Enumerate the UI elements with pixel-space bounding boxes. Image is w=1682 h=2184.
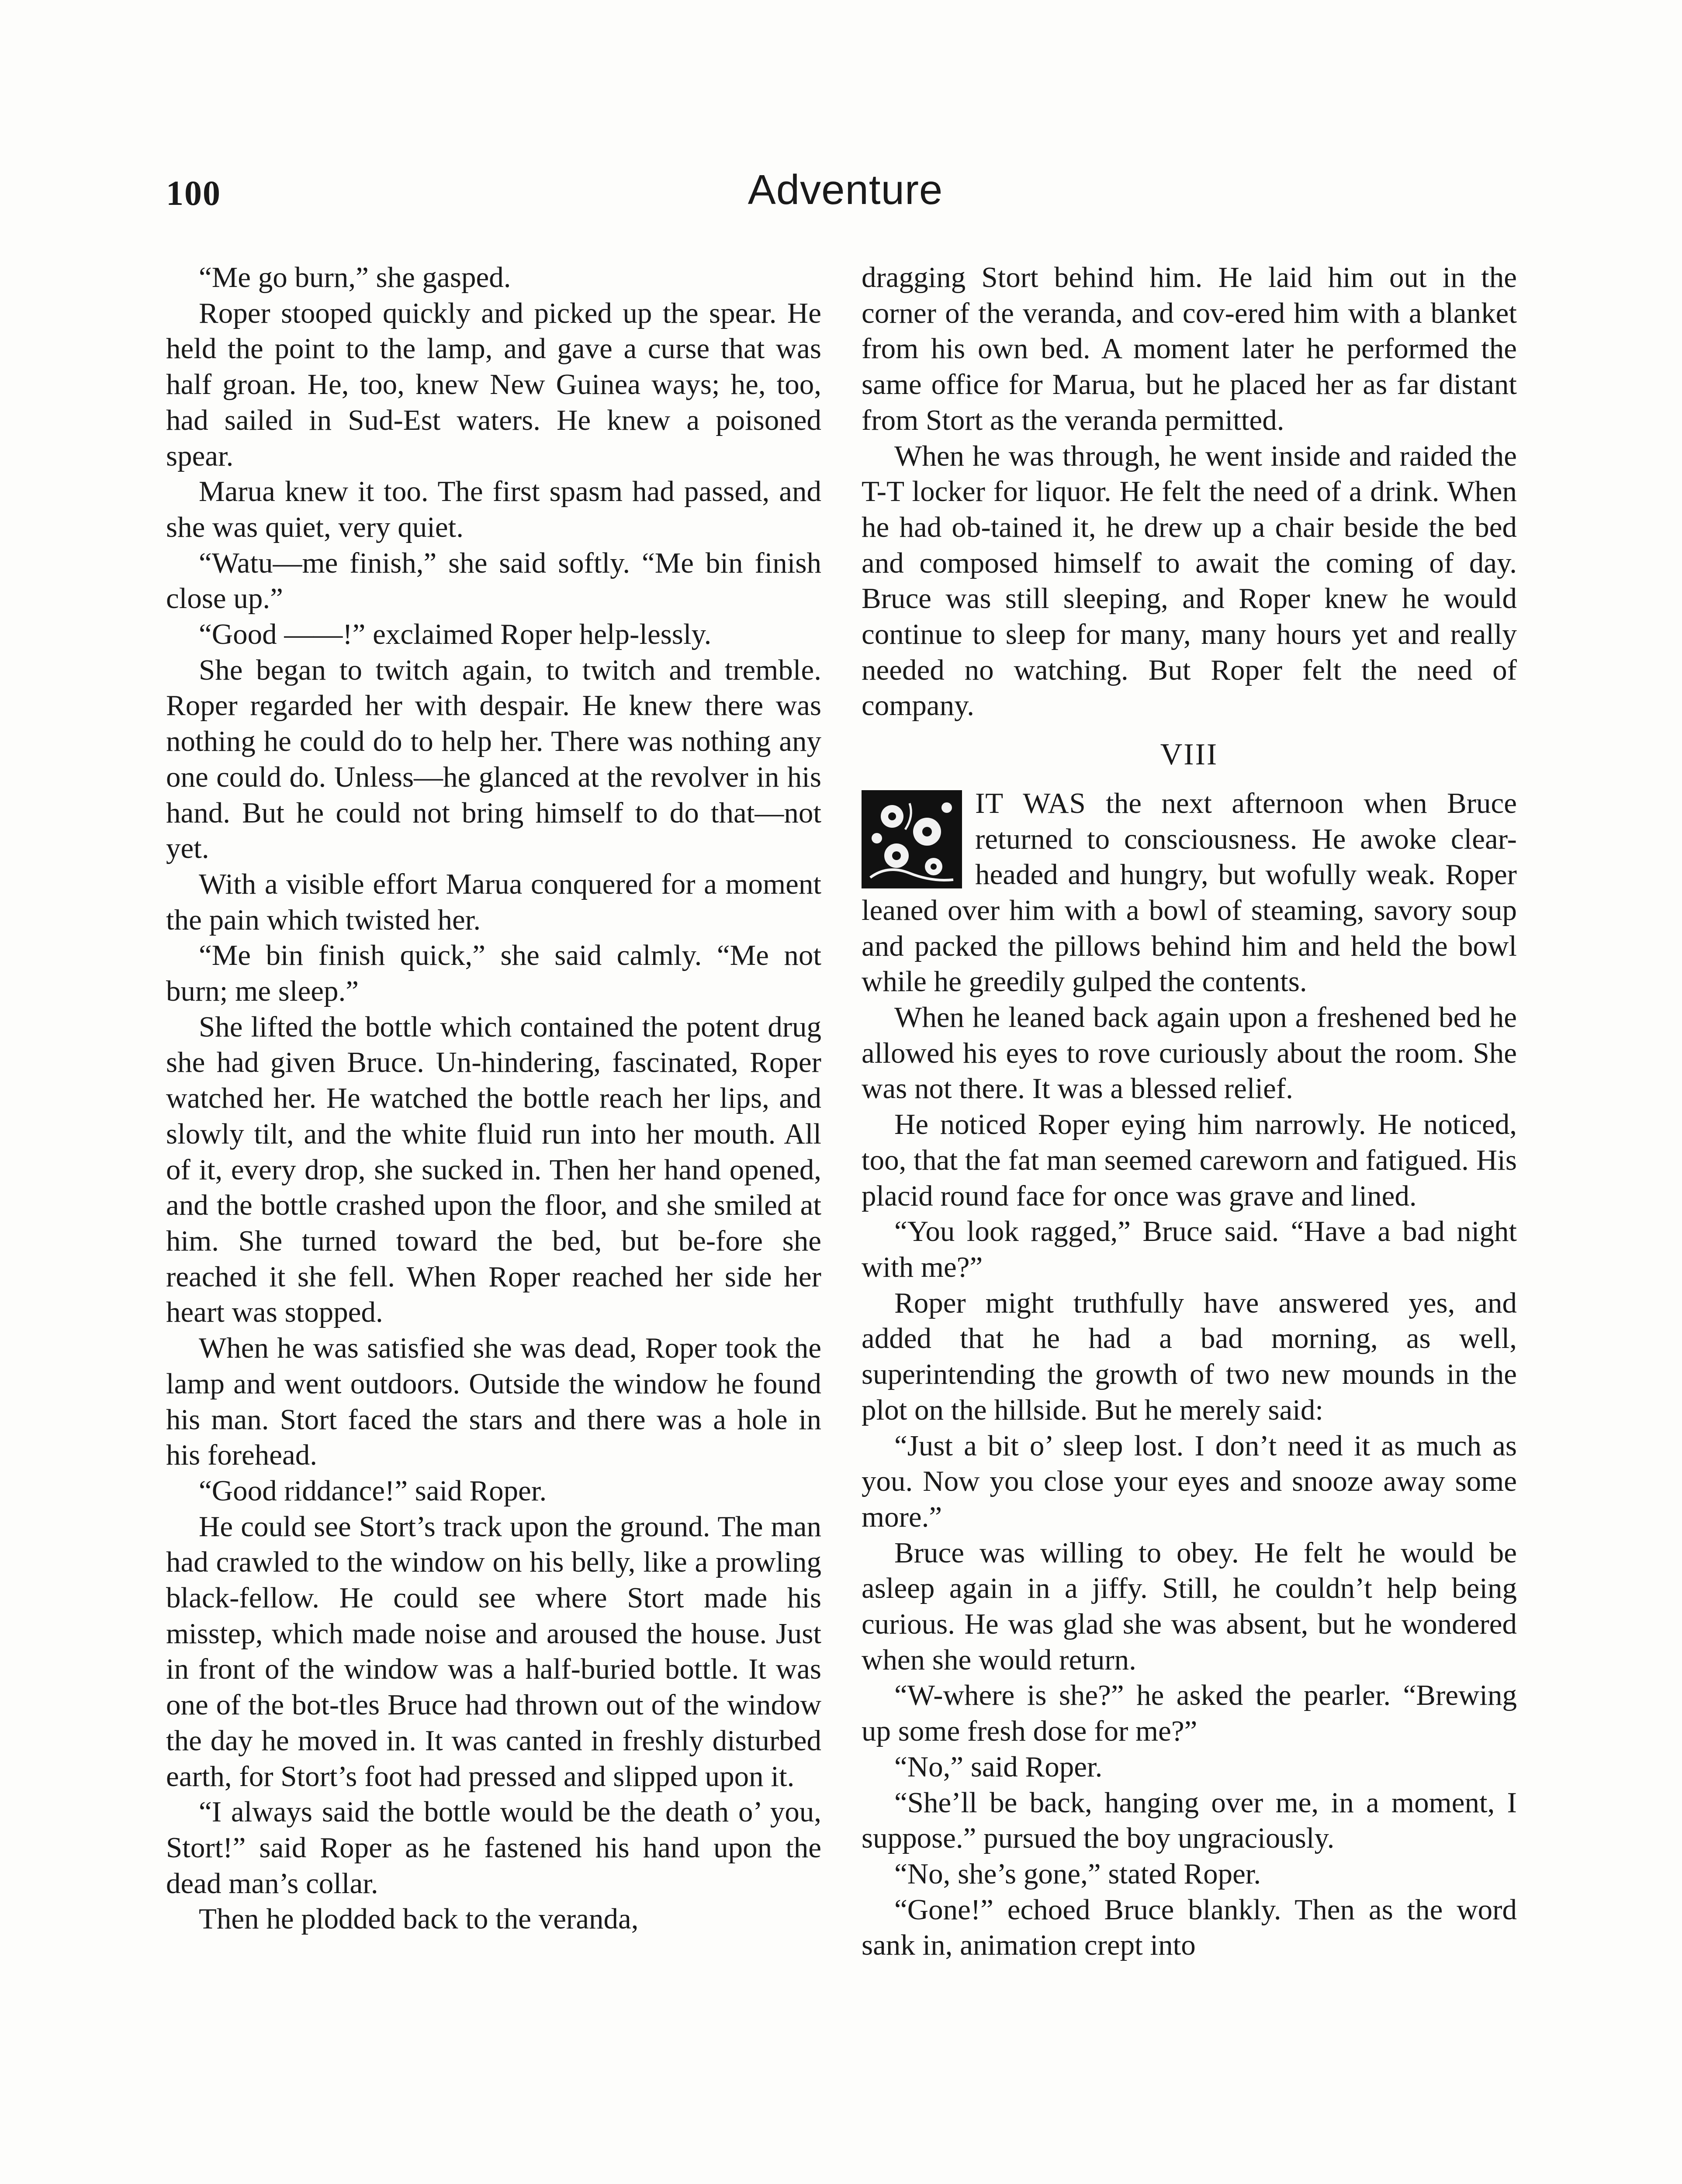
paragraph: Roper might truthfully have answered yes, and added that he had a bad morning, as well, superintending the growth of two new mounds in the plot on the hillside. But he merely said: <box>862 1286 1517 1426</box>
paragraph: With a visible effort Marua conquered for a moment the pain which twisted her. <box>166 867 821 936</box>
dropcap-paragraph <box>862 786 1517 1000</box>
paragraph: “W-where is she?” he asked the pearler. “Brewing up some fresh dose for me?” <box>862 1679 1517 1748</box>
section-number: VIII <box>1160 738 1218 772</box>
paragraph: He could see Stort’s track upon the ground. The man had crawled to the window on his belly, like a prowling black-fellow. He could see where Stort made his misstep, which made noise and aroused the house. Just in front of the window was a half-buried bottle. It was one of the bot-tles Bruce had thrown out of the window the day he moved in. It was canted in freshly disturbed earth, for Stort’s foot had pressed and slipped upon it. <box>166 1510 821 1793</box>
paragraph: She began to twitch again, to twitch and tremble. Roper regarded her with despair. He knew there was nothing he could do to help her. There was nothing any one could do. Unless—he glanced at the revolver in his hand. But he could not bring himself to do that—not yet. <box>166 653 821 865</box>
paragraph: Roper stooped quickly and picked up the spear. He held the point to the lamp, and gave a curse that was half groan. He, too, knew New Guinea ways; he, too, had sailed in Sud-Est waters. He knew a poisoned spear. <box>166 297 821 472</box>
paragraph: “Me bin finish quick,” she said calmly. “Me not burn; me sleep.” <box>166 939 821 1008</box>
floral-ornament-icon <box>862 790 962 888</box>
paragraph: “I always said the bottle would be the death o’ you, Stort!” said Roper as he fastened his hand upon the dead man’s collar. <box>166 1796 821 1900</box>
paragraph: “No, she’s gone,” stated Roper. <box>894 1857 1261 1890</box>
dropcap-lead-words: IT WAS <box>975 787 1086 819</box>
left-column <box>166 260 821 1937</box>
paragraph: When he was through, he went inside and raided the T-T locker for liquor. He felt the need of a drink. When he had ob-tained it, he drew up a chair beside the bed and composed himself to await the coming of day. Bruce was still sleeping, and Roper knew he would continue to sleep for many, many hours yet and really needed no watching. But Roper felt the need of company. <box>862 439 1517 722</box>
paragraph: Marua knew it too. The first spasm had passed, and she was quiet, very quiet. <box>166 475 821 543</box>
paragraph: “You look ragged,” Bruce said. “Have a bad night with me?” <box>862 1215 1517 1283</box>
paragraph: “Watu—me finish,” she said softly. “Me bin finish close up.” <box>166 546 821 615</box>
paragraph: dragging Stort behind him. He laid him out in the corner of the veranda, and cov-ered him with a blanket from his own bed. A moment later he performed the same office for Marua, but he placed her as far distant from Stort as the veranda permitted. <box>862 261 1517 436</box>
paragraph: “Me go burn,” she gasped. <box>199 261 511 294</box>
paragraph: “Gone!” echoed Bruce blankly. Then as the word sank in, animation crept into <box>862 1893 1517 1962</box>
page-number: 100 <box>166 174 221 213</box>
paragraph: She lifted the bottle which contained the potent drug she had given Bruce. Un-hindering, fascinated, Roper watched her. He watched the bottle reach her lips, and slowly tilt, and the white fluid run into her mouth. All of it, every drop, she sucked in. Then her hand opened, and the bottle crashed upon the floor, and she smiled at him. She turned toward the bed, but be-fore she reached it she fell. When Roper reached her side her heart was stopped. <box>166 1010 821 1329</box>
magazine-title: Adventure <box>748 166 943 213</box>
paragraph: When he was satisfied she was dead, Roper took the lamp and went outdoors. Outside the window he found his man. Stort faced the stars and there was a hole in his forehead. <box>166 1332 821 1472</box>
paragraph: Bruce was willing to obey. He felt he would be asleep again in a jiffy. Still, he couldn’t help being curious. He was glad she was absent, but he wondered when she would return. <box>862 1536 1517 1676</box>
dropcap-paragraph-text: the next afternoon when Bruce returned to consciousness. He awoke clear-headed and hungry, but wofully weak. Roper leaned over him with a bowl of steaming, savory soup and packed the pillows behind him and held the bowl while he greedily gulped the contents. <box>862 787 1517 998</box>
right-column <box>862 260 1517 1963</box>
paragraph: Then he plodded back to the veranda, <box>199 1903 639 1935</box>
paragraph: “Just a bit o’ sleep lost. I don’t need it as much as you. Now you close your eyes and snooze away some more.” <box>862 1429 1517 1533</box>
paragraph: “Good riddance!” said Roper. <box>199 1474 547 1507</box>
paragraph: “No,” said Roper. <box>894 1750 1103 1783</box>
paragraph: When he leaned back again upon a freshened bed he allowed his eyes to rove curiously about the room. She was not there. It was a blessed relief. <box>862 1001 1517 1105</box>
paragraph: “She’ll be back, hanging over me, in a moment, I suppose.” pursued the boy ungraciously. <box>862 1786 1517 1855</box>
page-header <box>166 166 1525 227</box>
paragraph: He noticed Roper eying him narrowly. He noticed, too, that the fat man seemed careworn and fatigued. His placid round face for once was grave and lined. <box>862 1108 1517 1212</box>
paragraph: “Good ——!” exclaimed Roper help-lessly. <box>199 618 712 651</box>
